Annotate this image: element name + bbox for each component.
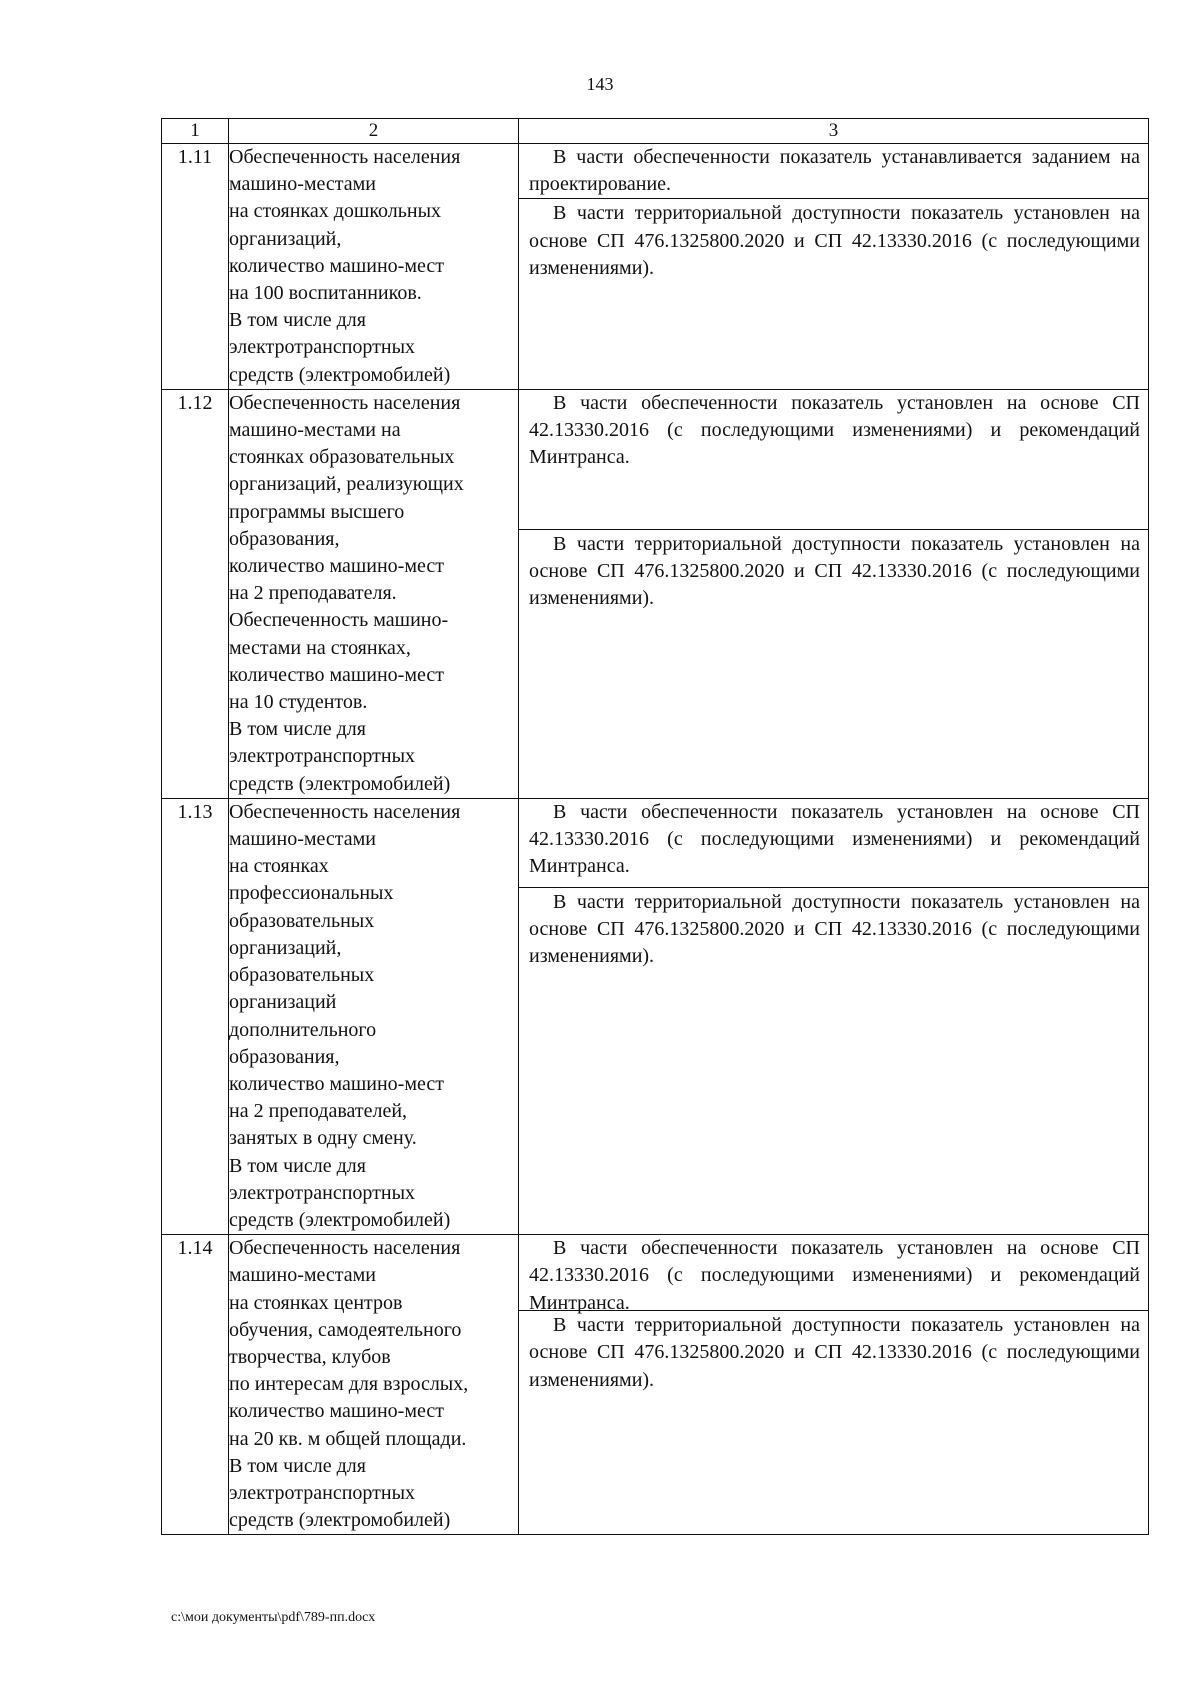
basis-provision: В части обеспеченности показатель устанавливается заданием на проектирование. xyxy=(529,146,1140,196)
description-line: на 2 преподавателей, xyxy=(229,1100,408,1123)
description-line: организаций xyxy=(229,991,337,1014)
basis-provision: В части обеспеченности показатель установлен на основе СП 42.13330.2016 (с последующими изменениями) и рекомендаций Минтранса. xyxy=(529,1237,1140,1314)
indicator-basis xyxy=(519,798,1149,1234)
description-line: местами на стоянках, xyxy=(229,636,411,659)
description-line: количество машино-мест xyxy=(229,555,444,578)
description-line: программы высшего xyxy=(229,500,405,523)
description-line: средств (электромобилей) xyxy=(229,772,451,795)
description-line: количество машино-мест xyxy=(229,1072,444,1095)
row-number: 1.11 xyxy=(162,144,229,390)
indicator-description xyxy=(229,144,519,390)
description-line: количество машино-мест xyxy=(229,1400,444,1423)
description-line: занятых в одну смену. xyxy=(229,1127,417,1150)
description-line: творчества, клубов xyxy=(229,1345,391,1368)
basis-provision: В части обеспеченности показатель установлен на основе СП 42.13330.2016 (с последующими изменениями) и рекомендаций Минтранса. xyxy=(529,391,1140,469)
indicator-basis xyxy=(519,144,1149,390)
description-line: В том числе для xyxy=(229,309,366,332)
row-number: 1.14 xyxy=(162,1235,229,1535)
description-line: организаций, реализующих xyxy=(229,473,464,496)
description-line: средств (электромобилей) xyxy=(229,363,451,386)
indicator-description xyxy=(229,389,519,798)
indicator-basis xyxy=(519,389,1149,798)
basis-provision: В части обеспеченности показатель установлен на основе СП 42.13330.2016 (с последующими изменениями) и рекомендаций Минтранса. xyxy=(529,800,1140,878)
header-col-3: 3 xyxy=(519,119,1149,144)
header-col-2: 2 xyxy=(229,119,519,144)
indicator-table xyxy=(161,118,1149,1535)
table-row xyxy=(162,389,1149,798)
description-line: образования, xyxy=(229,1045,340,1068)
row-number: 1.13 xyxy=(162,798,229,1234)
description-line: по интересам для взрослых, xyxy=(229,1373,469,1396)
description-line: В том числе для xyxy=(229,718,366,741)
description-line: электротранспортных xyxy=(229,745,416,768)
file-path-footer: c:\мои документы\pdf\789-пп.docx xyxy=(171,1610,376,1625)
header-col-1: 1 xyxy=(162,119,229,144)
description-line: Обеспеченность машино- xyxy=(229,609,449,632)
description-line: машино-местами xyxy=(229,173,376,196)
description-line: на 100 воспитанников. xyxy=(229,282,422,305)
description-line: количество машино-мест xyxy=(229,663,444,686)
description-line: на стоянках дошкольных xyxy=(229,200,442,223)
description-line: образовательных xyxy=(229,909,375,932)
description-line: на стоянках xyxy=(229,855,329,878)
description-line: образовательных xyxy=(229,964,375,987)
description-line: дополнительного xyxy=(229,1018,377,1041)
table-row xyxy=(162,144,1149,390)
description-line: В том числе для xyxy=(229,1454,366,1477)
description-line: Обеспеченность населения xyxy=(229,391,461,414)
description-line: на 2 преподавателя. xyxy=(229,582,397,605)
table-row xyxy=(162,798,1149,1234)
basis-accessibility: В части территориальной доступности показатель установлен на основе СП 476.1325800.2020 и СП 42.13330.2016 (с последующими изменениями). xyxy=(519,1310,1148,1394)
basis-accessibility: В части территориальной доступности показатель установлен на основе СП 476.1325800.2020 и СП 42.13330.2016 (с последующими изменениями). xyxy=(519,198,1148,282)
indicator-description xyxy=(229,798,519,1234)
basis-accessibility: В части территориальной доступности показатель установлен на основе СП 476.1325800.2020 и СП 42.13330.2016 (с последующими изменениями). xyxy=(519,887,1148,971)
page-number: 143 xyxy=(586,74,614,94)
description-line: машино-местами xyxy=(229,1264,376,1287)
indicator-basis xyxy=(519,1235,1149,1535)
indicator-description xyxy=(229,1235,519,1535)
description-line: средств (электромобилей) xyxy=(229,1208,451,1231)
description-line: Обеспеченность населения xyxy=(229,800,461,823)
table-row xyxy=(162,1235,1149,1535)
description-line: машино-местами xyxy=(229,828,376,851)
description-line: на стоянках центров xyxy=(229,1291,403,1314)
description-line: стоянках образовательных xyxy=(229,446,455,469)
description-line: Обеспеченность населения xyxy=(229,146,461,168)
description-line: электротранспортных xyxy=(229,1181,416,1204)
description-line: образования, xyxy=(229,527,340,550)
description-line: организаций, xyxy=(229,936,342,959)
description-line: Обеспеченность населения xyxy=(229,1237,461,1260)
description-line: количество машино-мест xyxy=(229,254,444,277)
description-line: машино-местами на xyxy=(229,419,401,442)
description-line: электротранспортных xyxy=(229,1481,416,1504)
description-line: на 20 кв. м общей площади. xyxy=(229,1427,467,1450)
description-line: обучения, самодеятельного xyxy=(229,1318,462,1341)
description-line: средств (электромобилей) xyxy=(229,1509,451,1532)
description-line: организаций, xyxy=(229,227,342,250)
row-number: 1.12 xyxy=(162,389,229,798)
basis-accessibility: В части территориальной доступности показатель установлен на основе СП 476.1325800.2020 и СП 42.13330.2016 (с последующими изменениями). xyxy=(519,529,1148,613)
description-line: на 10 студентов. xyxy=(229,691,368,714)
table-header-row xyxy=(162,119,1149,144)
description-line: профессиональных xyxy=(229,882,394,905)
description-line: электротранспортных xyxy=(229,336,416,359)
description-line: В том числе для xyxy=(229,1154,366,1177)
